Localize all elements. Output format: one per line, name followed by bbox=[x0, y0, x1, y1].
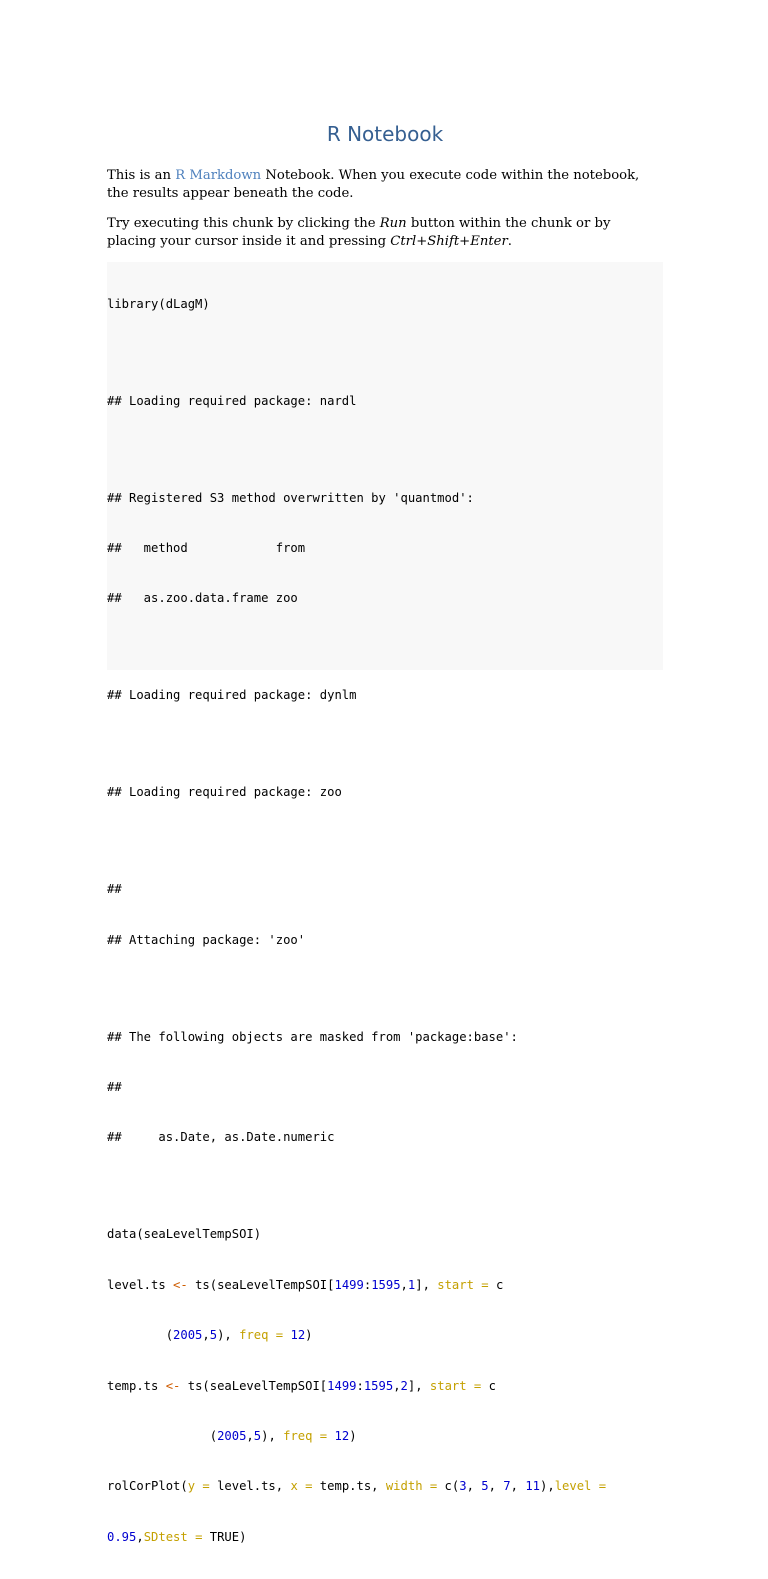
code-line-level-ts-cont: (2005,5), freq = 12) bbox=[107, 1328, 313, 1343]
r-markdown-link[interactable]: R Markdown bbox=[175, 168, 262, 183]
output-line-zoo: ## Loading required package: zoo bbox=[107, 785, 342, 800]
intro-paragraph bbox=[107, 167, 663, 203]
output-line-s3-header: ## Registered S3 method overwritten by 'quantmod': bbox=[107, 490, 474, 505]
output-line-dynlm: ## Loading required package: dynlm bbox=[107, 688, 357, 703]
code-content bbox=[107, 262, 606, 1579]
code-line-temp-ts: temp.ts <- ts(seaLevelTempSOI[1499:1595,2], start = c bbox=[107, 1378, 496, 1393]
output-line-masked: ## The following objects are masked from 'package:base': bbox=[107, 1029, 518, 1044]
instruction-text-3: . bbox=[507, 234, 512, 249]
code-line-library: library(dLagM) bbox=[107, 296, 210, 311]
output-line-nardl: ## Loading required package: nardl bbox=[107, 393, 357, 408]
intro-text-start: This is an bbox=[107, 168, 176, 183]
code-line-temp-ts-cont: (2005,5), freq = 12) bbox=[107, 1429, 357, 1443]
page-title: R Notebook bbox=[326, 122, 444, 146]
instruction-paragraph bbox=[107, 215, 663, 251]
intro-text-end: Notebook. When you execute code within the notebook, the results appear beneath the code. bbox=[107, 168, 640, 201]
instruction-text-2: button within the chunk or by placing your cursor inside it and pressing bbox=[107, 216, 611, 249]
run-label: Run bbox=[379, 216, 407, 231]
code-line-level-ts: level.ts <- ts(seaLevelTempSOI[1499:1595,1], start = c bbox=[107, 1277, 504, 1292]
code-line-rolcorplot-cont: 0.95,SDtest = TRUE) bbox=[107, 1529, 247, 1544]
output-line-s3-cols: ## method from bbox=[107, 540, 306, 555]
output-line-s3-row: ## as.zoo.data.frame zoo bbox=[107, 591, 298, 606]
code-line-data: data(seaLevelTempSOI) bbox=[107, 1227, 262, 1242]
code-chunk[interactable] bbox=[107, 262, 663, 1544]
code-line-rolcorplot: rolCorPlot(y = level.ts, x = temp.ts, width = c(3, 5, 7, 11),level = bbox=[107, 1479, 607, 1494]
shortcut-label: Ctrl+Shift+Enter bbox=[390, 234, 508, 249]
output-line-attach: ## Attaching package: 'zoo' bbox=[107, 932, 306, 947]
output-line-masked-items: ## as.Date, as.Date.numeric bbox=[107, 1130, 335, 1145]
output-line-blank: ## bbox=[107, 1080, 122, 1095]
output-line-blank: ## bbox=[107, 882, 122, 897]
instruction-text-1: Try executing this chunk by clicking the bbox=[107, 216, 380, 231]
